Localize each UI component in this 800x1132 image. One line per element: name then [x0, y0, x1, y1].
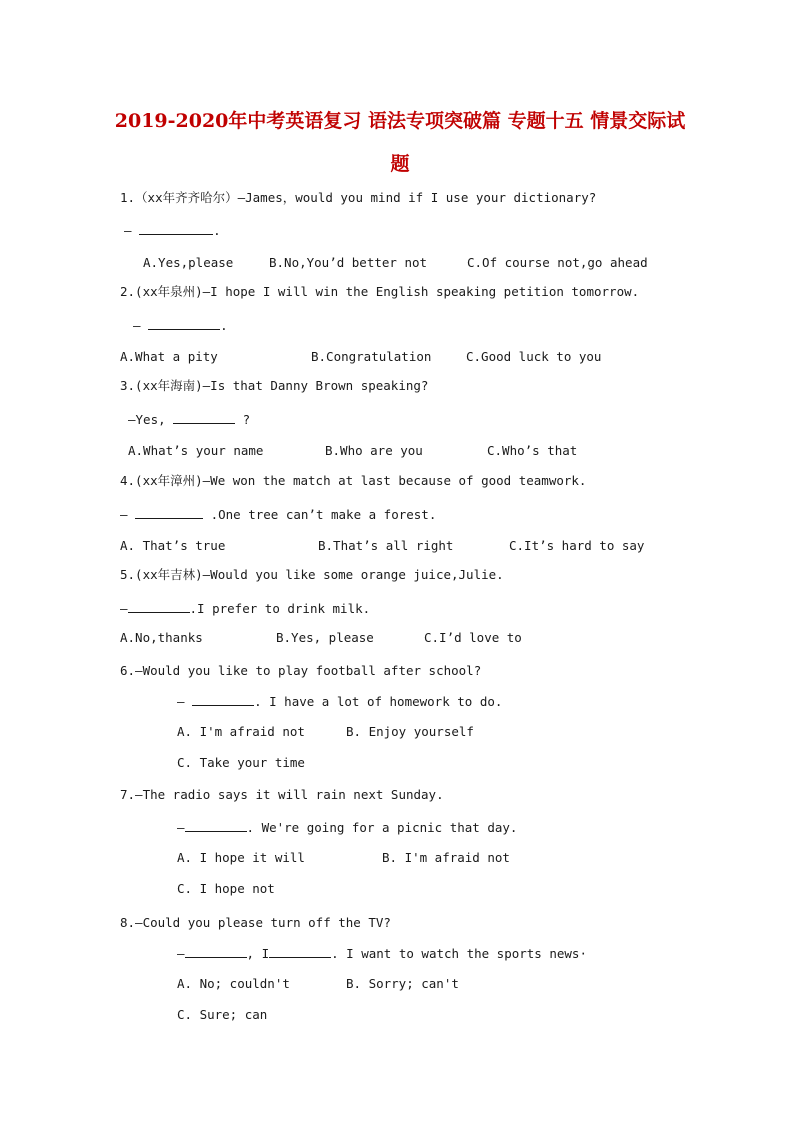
- question-7-response: — . We're going for a picnic that day.: [177, 820, 518, 835]
- question-8-option-a[interactable]: A. No; couldn't: [177, 976, 290, 991]
- question-4-response: — .One tree can’t make a forest.: [120, 507, 437, 522]
- question-8-stem: 8.—Could you please turn off the TV?: [120, 915, 391, 930]
- question-4-stem: 4.(xx年漳州)—We won the match at last because of good teamwork.: [120, 473, 587, 488]
- question-3-response: —Yes, ?: [128, 412, 251, 427]
- question-5-response: — .I prefer to drink milk.: [120, 601, 371, 616]
- question-4-option-b[interactable]: B.That’s all right: [318, 538, 454, 553]
- question-6-option-b[interactable]: B. Enjoy yourself: [346, 724, 474, 739]
- question-1-response: — .: [124, 223, 221, 238]
- question-7-option-b[interactable]: B. I'm afraid not: [382, 850, 510, 865]
- question-7-stem: 7.—The radio says it will rain next Sunday.: [120, 787, 444, 802]
- question-3-stem: 3.(xx年海南)—Is that Danny Brown speaking?: [120, 378, 429, 393]
- question-5-stem: 5.(xx年吉林)—Would you like some orange juice,Julie.: [120, 567, 504, 582]
- question-8-option-b[interactable]: B. Sorry; can't: [346, 976, 459, 991]
- question-7-option-c[interactable]: C. I hope not: [177, 881, 275, 896]
- answer-blank[interactable]: [185, 819, 247, 832]
- question-3-option-b[interactable]: B.Who are you: [325, 443, 423, 458]
- question-4-option-a[interactable]: A. That’s true: [120, 538, 226, 553]
- question-1-option-b[interactable]: B.No,You’d better not: [269, 255, 428, 270]
- answer-blank[interactable]: [139, 222, 213, 235]
- question-5-option-b[interactable]: B.Yes, please: [276, 630, 374, 645]
- question-1-option-c[interactable]: C.Of course not,go ahead: [467, 255, 648, 270]
- answer-blank[interactable]: [173, 411, 235, 424]
- question-8-option-c[interactable]: C. Sure; can: [177, 1007, 268, 1022]
- answer-blank[interactable]: [269, 945, 331, 958]
- question-2-response: — .: [133, 318, 228, 333]
- question-2-option-b[interactable]: B.Congratulation: [311, 349, 432, 364]
- answer-blank[interactable]: [192, 693, 254, 706]
- question-2-option-c[interactable]: C.Good luck to you: [466, 349, 602, 364]
- answer-blank[interactable]: [135, 506, 203, 519]
- question-6-option-c[interactable]: C. Take your time: [177, 755, 305, 770]
- question-4-option-c[interactable]: C.It’s hard to say: [509, 538, 645, 553]
- answer-blank[interactable]: [148, 317, 220, 330]
- question-5-option-c[interactable]: C.I’d love to: [424, 630, 522, 645]
- question-6-option-a[interactable]: A. I'm afraid not: [177, 724, 305, 739]
- question-5-option-a[interactable]: A.No,thanks: [120, 630, 203, 645]
- document-title-line2: 题: [390, 153, 410, 175]
- answer-blank[interactable]: [185, 945, 247, 958]
- document-title-line1: 2019-2020年中考英语复习 语法专项突破篇 专题十五 情景交际试: [114, 110, 686, 132]
- answer-blank[interactable]: [128, 600, 190, 613]
- question-3-option-c[interactable]: C.Who’s that: [487, 443, 578, 458]
- question-2-option-a[interactable]: A.What a pity: [120, 349, 218, 364]
- question-6-stem: 6.—Would you like to play football after school?: [120, 663, 482, 678]
- question-1-stem: 1.（xx年齐齐哈尔）—James，would you mind if I use your dictionary?: [120, 190, 597, 205]
- question-1-option-a[interactable]: A.Yes,please: [143, 255, 234, 270]
- question-7-option-a[interactable]: A. I hope it will: [177, 850, 305, 865]
- question-8-response: — , I . I want to watch the sports news·: [177, 946, 587, 961]
- question-3-option-a[interactable]: A.What’s your name: [128, 443, 264, 458]
- question-2-stem: 2.(xx年泉州)—I hope I will win the English speaking petition tomorrow.: [120, 284, 640, 299]
- question-6-response: — . I have a lot of homework to do.: [177, 694, 503, 709]
